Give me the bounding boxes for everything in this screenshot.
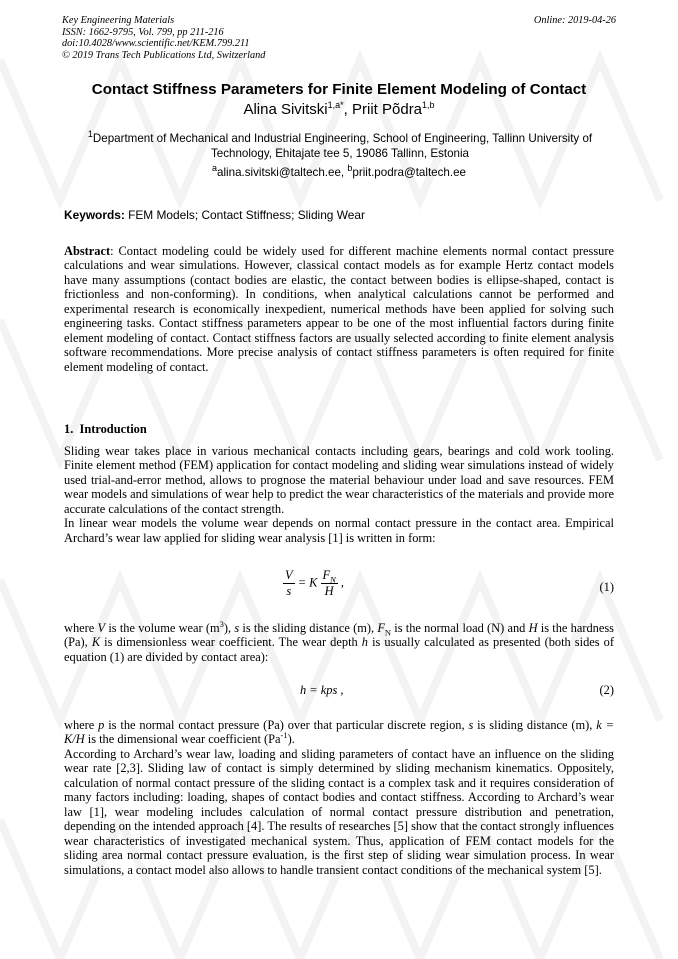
intro-paragraph-1	[64, 444, 614, 545]
doi-line: doi:10.4028/www.scientific.net/KEM.799.211	[62, 38, 250, 50]
email-1-sup: a	[212, 163, 218, 174]
intro-p5: According to Archard’s wear law, loading and sliding parameters of contact have an influence on the sliding wear rate [2,3]. Sliding law of contact is simply determined by sliding mechanism kinematics. Oppositely, calculation of normal contact pressure of the sliding contact is a complex task and it requires consideration of many factors including: loading, shapes of contact bodies and contact stiffness. According to Archard’s wear law [1], wear modeling includes calculation of normal contact pressure distribution and penetration, depending on the intended approach [4]. The results of researches [5] show that the contact strongly influences wear characteristics of investigated mechanical system. Thus, application of FEM contact models for the sliding area normal contact pressure evaluation, is the first step of sliding wear simulation process. In wear simulations, a contact model also allows to handle transient contact conditions of the mechanical system [5].	[64, 746, 614, 877]
email-2-sup: b	[347, 163, 353, 174]
equation-2	[300, 683, 344, 698]
issn-line: ISSN: 1662-9795, Vol. 799, pp 211-216	[62, 26, 224, 38]
eq1-rhs-den: H	[324, 584, 334, 598]
journal-name: Key Engineering Materials	[62, 15, 175, 26]
p4-text: is the normal contact pressure (Pa) over that particular discrete region,	[104, 718, 469, 732]
affiliation-sup: 1	[87, 129, 93, 140]
p3-text: is usually calculated as presented (both sides of equation (1) are divided by contact area):	[64, 635, 614, 664]
eq2-tail: ,	[340, 683, 344, 697]
email-1: alina.sivitski@taltech.ee	[217, 166, 341, 179]
affiliation	[64, 131, 616, 161]
p3-sup: 3	[219, 618, 224, 629]
section-heading	[64, 422, 147, 437]
p3-text: is the sliding distance (m),	[239, 621, 378, 635]
journal-header	[62, 15, 265, 61]
equation-1	[283, 568, 344, 599]
p4-var-k: k = K/H	[64, 718, 615, 747]
p3-text: ),	[223, 621, 235, 635]
p3-text: is dimensionless wear coefficient. The wear depth	[100, 635, 362, 650]
p3-text: where	[64, 621, 98, 635]
equation-1-number: (1)	[599, 580, 614, 594]
affiliation-text: Department of Mechanical and Industrial Engineering, School of Engineering, Tallinn University of Technology, Ehitajate tee 5, 19086 Tallinn, Estonia	[92, 132, 593, 160]
p4-var-s: s	[468, 718, 474, 732]
keywords-label: Keywords:	[64, 208, 125, 222]
intro-paragraph-3	[64, 618, 614, 664]
author-line	[0, 101, 678, 118]
eq1-tail: ,	[340, 575, 344, 590]
keywords	[64, 208, 365, 222]
p3-var-f: F	[377, 621, 385, 635]
p3-text: is the volume wear (m	[105, 621, 220, 635]
eq1-rhs-num: F	[322, 568, 331, 582]
eq1-lhs-den: s	[286, 584, 292, 598]
p3-text: is the hardness (Pa),	[64, 621, 614, 650]
abstract-text: : Contact modeling could be widely used for different machine elements normal contact pressure calculations and wear simulations. However, classical contact models as for example Hertz contact models have many assumptions (contact bodies are elastic, the contact between bodies is ellipse-shaped, contact is frictionless and non-conforming). In conditions, when analytical calculations cannot be performed and experimental research is economically inexpedient, numerical methods have been applied for solving such engineering tasks. Contact stiffness parameters appear to be one of the most influential factors during finite element modeling of contact. Contact stiffness factors are usually selected according to finite element analysis software recommendations. More precise analysis of contact stiffness parameters is often required for finite element modeling of contact.	[64, 244, 614, 374]
p3-text: is the normal load (N) and	[391, 621, 529, 635]
p4-text: is the dimensional wear coefficient (Pa	[84, 732, 281, 747]
p4-var-p: p	[98, 718, 105, 732]
intro-paragraph-4	[64, 718, 614, 877]
p3-sub: N	[384, 627, 392, 638]
email-separator: ,	[340, 166, 348, 179]
eq1-lhs-num: V	[285, 568, 293, 582]
p4-sup: -1	[280, 730, 288, 741]
p3-var-s: s	[234, 621, 240, 635]
eq2-expr: h = kps	[300, 683, 338, 697]
p3-var-v: V	[97, 621, 106, 635]
author-2-sup: 1,b	[422, 100, 435, 110]
intro-p2: In linear wear models the volume wear depends on normal contact pressure in the contact area. Empirical Archard’s wear law applied for sliding wear analysis [1] is written in form:	[64, 516, 614, 545]
p4-text: ).	[287, 732, 295, 747]
abstract	[64, 244, 614, 374]
author-1-sup: 1,a*	[327, 100, 344, 110]
author-2: Priit Põdra	[352, 101, 423, 118]
eq1-eq: = K	[297, 575, 318, 590]
keywords-text: FEM Models; Contact Stiffness; Sliding Wear	[128, 208, 365, 222]
email-2: priit.podra@taltech.ee	[352, 166, 466, 179]
copyright-line: © 2019 Trans Tech Publications Ltd, Switzerland	[62, 49, 266, 61]
online-date: Online: 2019-04-26	[533, 15, 616, 26]
section-title: Introduction	[79, 422, 147, 436]
p3-var-k: K	[91, 635, 101, 650]
author-1: Alina Sivitski	[243, 101, 328, 118]
email-line	[0, 163, 678, 179]
eq1-rhs-sub: N	[330, 574, 336, 585]
p3-var-h: H	[528, 621, 538, 635]
p4-text: is sliding distance (m),	[473, 718, 597, 732]
equation-2-number: (2)	[599, 683, 614, 697]
intro-p1: Sliding wear takes place in various mechanical contacts including gears, bearings and cold work tooling. Finite element method (FEM) application for contact modeling and sliding wear simulations instead of widely used trial-and-error method, allows to prognose the material behaviour under load and save resources. FEM wear models and simulations of wear help to predict the wear characteristics of the materials and provide more accurate calculations of the contact strength.	[64, 444, 614, 516]
p4-text: where	[64, 718, 99, 732]
p3-var-h2: h	[361, 635, 368, 650]
paper-title: Contact Stiffness Parameters for Finite Element Modeling of Contact	[91, 81, 587, 98]
author-separator: ,	[343, 101, 352, 118]
abstract-label: Abstract	[64, 244, 111, 258]
section-number: 1.	[64, 422, 74, 436]
